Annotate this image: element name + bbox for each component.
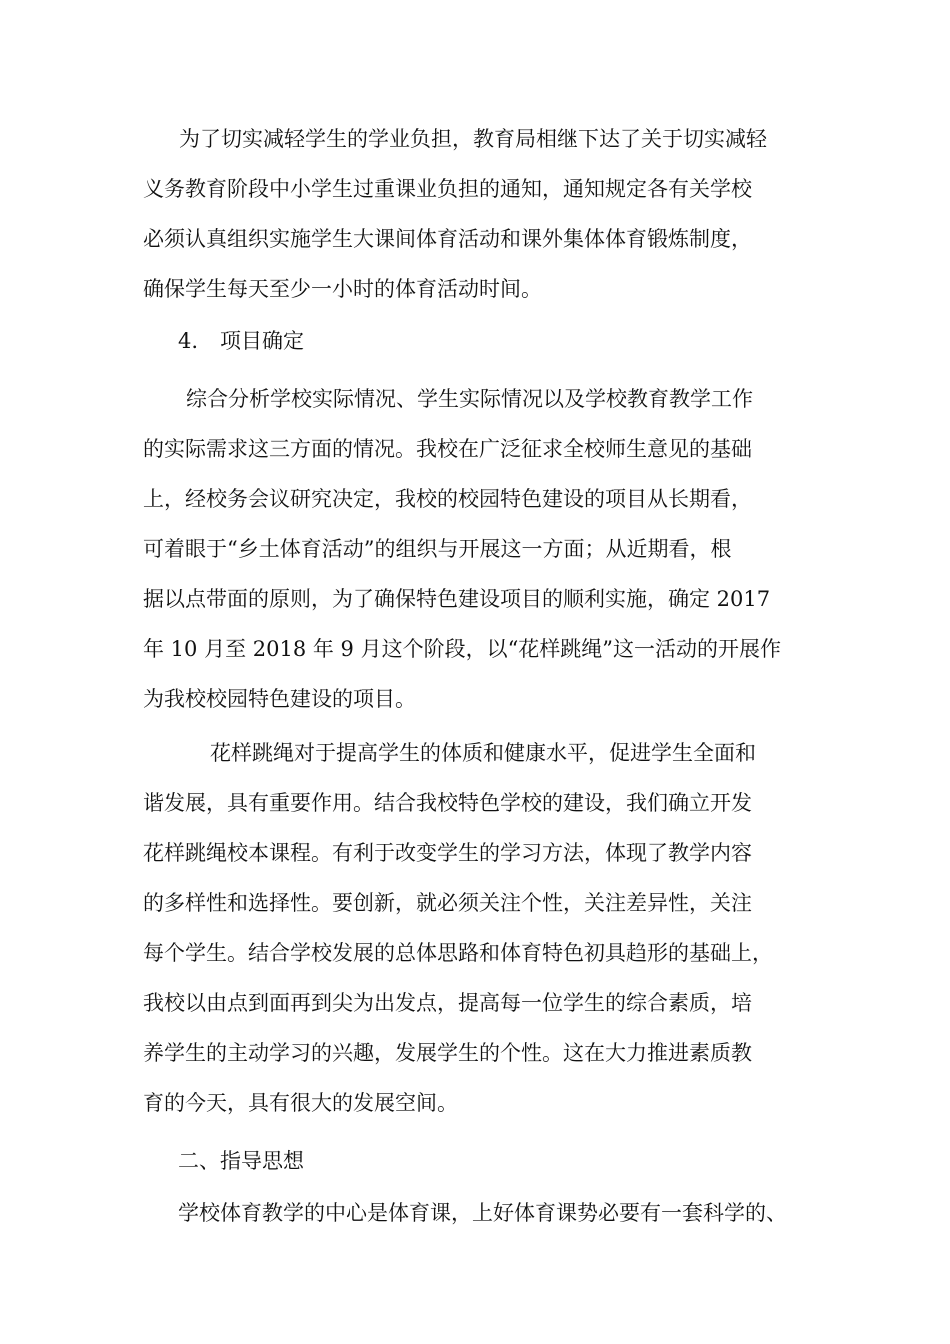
body-text-line: 必须认真组织实施学生大课间体育活动和课外集体体育锻炼制度， [143, 227, 752, 251]
body-text-line: 确保学生每天至少一小时的体育活动时间。 [143, 277, 542, 301]
body-text-line: 养学生的主动学习的兴趣，发展学生的个性。这在大力推进素质教 [143, 1041, 752, 1065]
body-text-line: 花样跳绳校本课程。有利于改变学生的学习方法，体现了教学内容 [143, 841, 752, 865]
body-text-line: 育的今天，具有很大的发展空间。 [143, 1091, 458, 1115]
body-text-line: 可着眼于“乡土体育活动”的组织与开展这一方面；从近期看，根 [143, 537, 732, 561]
body-text-line: 学校体育教学的中心是体育课，上好体育课势必要有一套科学的、 [178, 1201, 787, 1225]
body-text-line: 花样跳绳对于提高学生的体质和健康水平，促进学生全面和 [210, 741, 756, 765]
body-text-line: 为我校校园特色建设的项目。 [143, 687, 416, 711]
body-text-line: 据以点带面的原则，为了确保特色建设项目的顺利实施，确定 2017 [143, 587, 771, 611]
section-heading: 二、指导思想 [178, 1149, 304, 1173]
body-text-line: 的多样性和选择性。要创新，就必须关注个性，关注差异性，关注 [143, 891, 752, 915]
body-text-line: 年 10 月至 2018 年 9 月这个阶段，以“花样跳绳”这一活动的开展作 [143, 637, 782, 661]
body-text-line: 每个学生。结合学校发展的总体思路和体育特色初具趋形的基础上， [143, 941, 773, 965]
body-text-line: 的实际需求这三方面的情况。我校在广泛征求全校师生意见的基础 [143, 437, 752, 461]
section-number: 4. [178, 329, 199, 353]
section-heading: 项目确定 [220, 329, 304, 353]
body-text-line: 义务教育阶段中小学生过重课业负担的通知，通知规定各有关学校 [143, 177, 752, 201]
body-text-line: 我校以由点到面再到尖为出发点，提高每一位学生的综合素质，培 [143, 991, 752, 1015]
body-text-line: 谐发展，具有重要作用。结合我校特色学校的建设，我们确立开发 [143, 791, 752, 815]
body-text-line: 为了切实减轻学生的学业负担，教育局相继下达了关于切实减轻 [179, 127, 767, 151]
body-text-line: 上，经校务会议研究决定，我校的校园特色建设的项目从长期看， [143, 487, 752, 511]
body-text-line: 综合分析学校实际情况、学生实际情况以及学校教育教学工作 [186, 387, 753, 411]
